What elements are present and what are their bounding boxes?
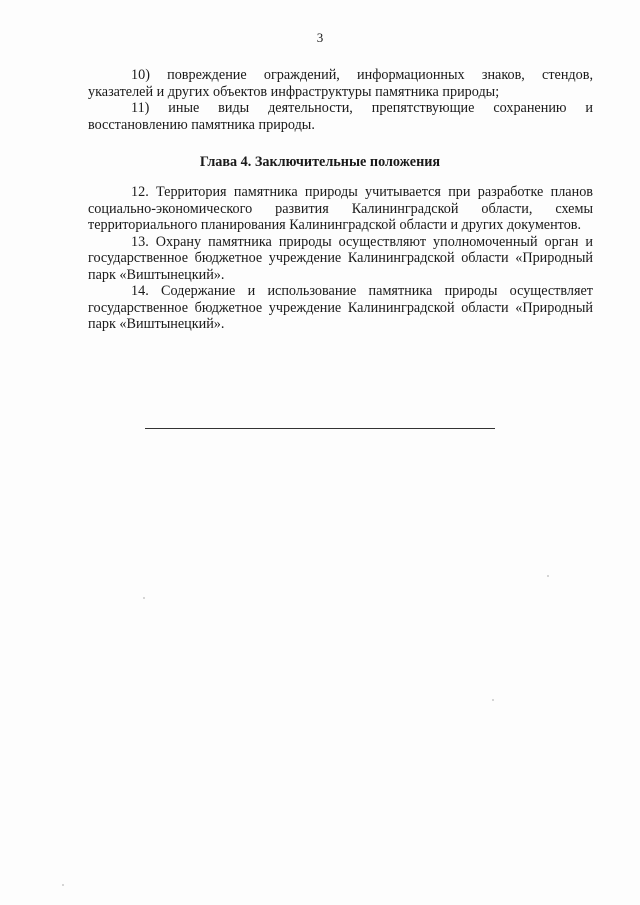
chapter-body: [88, 184, 593, 333]
chapter-heading: Глава 4. Заключительные положения: [199, 154, 441, 170]
list-item-11: 11) иные виды деятельности, препятствующие сохранению и восстановлению памятника природы.: [88, 100, 593, 133]
scan-speck: [143, 597, 145, 599]
scan-speck: [62, 884, 64, 886]
list-items-block: [88, 67, 593, 133]
closing-divider-line: [145, 428, 495, 429]
list-item-10: 10) повреждение ограждений, информационных знаков, стендов, указателей и других объектов инфраструктуры памятника природы;: [88, 67, 593, 100]
scan-speck: [547, 575, 549, 577]
paragraph-12: 12. Территория памятника природы учитывается при разработке планов социально-экономического развития Калининградской области, схемы территориального планирования Калининградской области и других документов.: [88, 184, 593, 233]
paragraph-14: 14. Содержание и использование памятника природы осуществляет государственное бюджетное учреждение Калининградской области «Природный парк «Виштынецкий».: [88, 283, 593, 332]
page-number: 3: [316, 30, 324, 45]
scan-speck: [492, 699, 494, 701]
paragraph-13: 13. Охрану памятника природы осуществляют уполномоченный орган и государственное бюджетное учреждение Калининградской области «Природный парк «Виштынецкий».: [88, 233, 593, 283]
